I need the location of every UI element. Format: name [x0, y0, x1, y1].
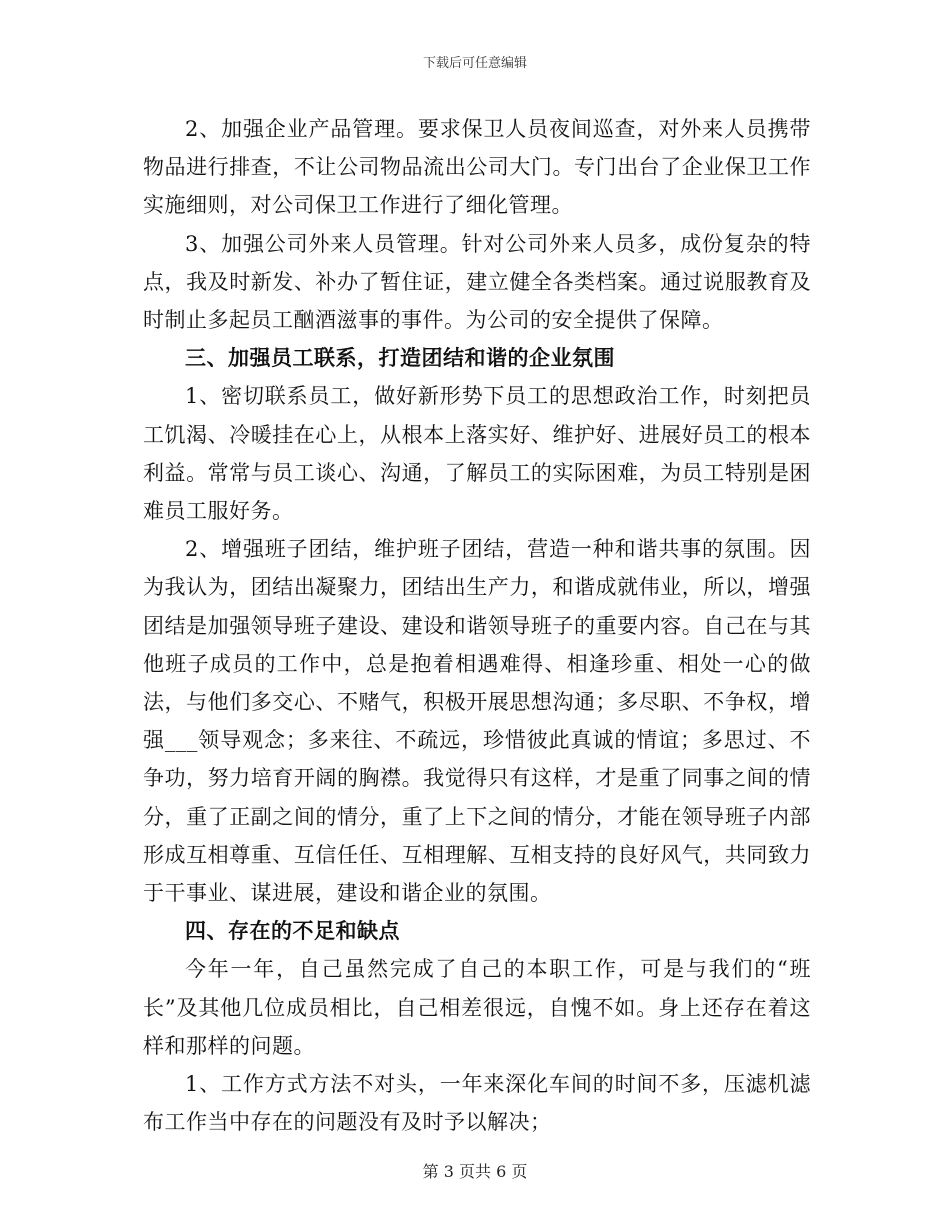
- page-footer: 第 3 页共 6 页: [422, 1162, 528, 1181]
- paragraph: 3、加强公司外来人员管理。针对公司外来人员多，成份复杂的特点，我及时新发、补办了暂住证，建立健全各类档案。通过说服教育及时制止多起员工酗酒滋事的事件。为公司的安全提供了保障。: [143, 231, 811, 333]
- page-header: 下载后可任意编辑: [422, 56, 527, 71]
- paragraph: 今年一年，自己虽然完成了自己的本职工作，可是与我们的“班长”及其他几位成员相比，自己相差很远，自愧不如。身上还存在着这样和那样的问题。: [143, 957, 811, 1058]
- section-heading: 三、加强员工联系，打造团结和谐的企业氛围: [185, 345, 615, 371]
- paragraph: 1、工作方式方法不对头，一年来深化车间的时间不多，压滤机滤布工作当中存在的问题没有及时予以解决；: [143, 1072, 811, 1135]
- paragraph: 2、增强班子团结，维护班子团结，营造一种和谐共事的氛围。因为我认为，团结出凝聚力，团结出生产力，和谐成就伟业，所以，增强团结是加强领导班子建设、建设和谐领导班子的重要内容。自己在与其他班子成员的工作中，总是抱着相遇难得、相逢珍重、相处一心的做法，与他们多交心、不赌气，积极开展思想沟通；多尽职、不争权，增强___领导观念；多来往、不疏远，珍惜彼此真诚的情谊；多思过、不争功，努力培育开阔的胸襟。我觉得只有这样，才是重了同事之间的情分，重了正副之间的情分，重了上下之间的情分，才能在领导班子内部形成互相尊重、互信任任、互相理解、互相支持的良好风气，共同致力于干事业、谋进展，建设和谐企业的氛围。: [143, 537, 811, 906]
- section-heading: 四、存在的不足和缺点: [185, 918, 400, 944]
- paragraph: 2、加强企业产品管理。要求保卫人员夜间巡查，对外来人员携带物品进行排查，不让公司物品流出公司大门。专门出台了企业保卫工作实施细则，对公司保卫工作进行了细化管理。: [143, 117, 811, 218]
- document-body: [143, 110, 811, 1141]
- paragraph: 1、密切联系员工，做好新形势下员工的思想政治工作，时刻把员工饥渴、冷暖挂在心上，从根本上落实好、维护好、进展好员工的根本利益。常常与员工谈心、沟通，了解员工的实际困难，为员工特别是困难员工服好务。: [143, 384, 811, 524]
